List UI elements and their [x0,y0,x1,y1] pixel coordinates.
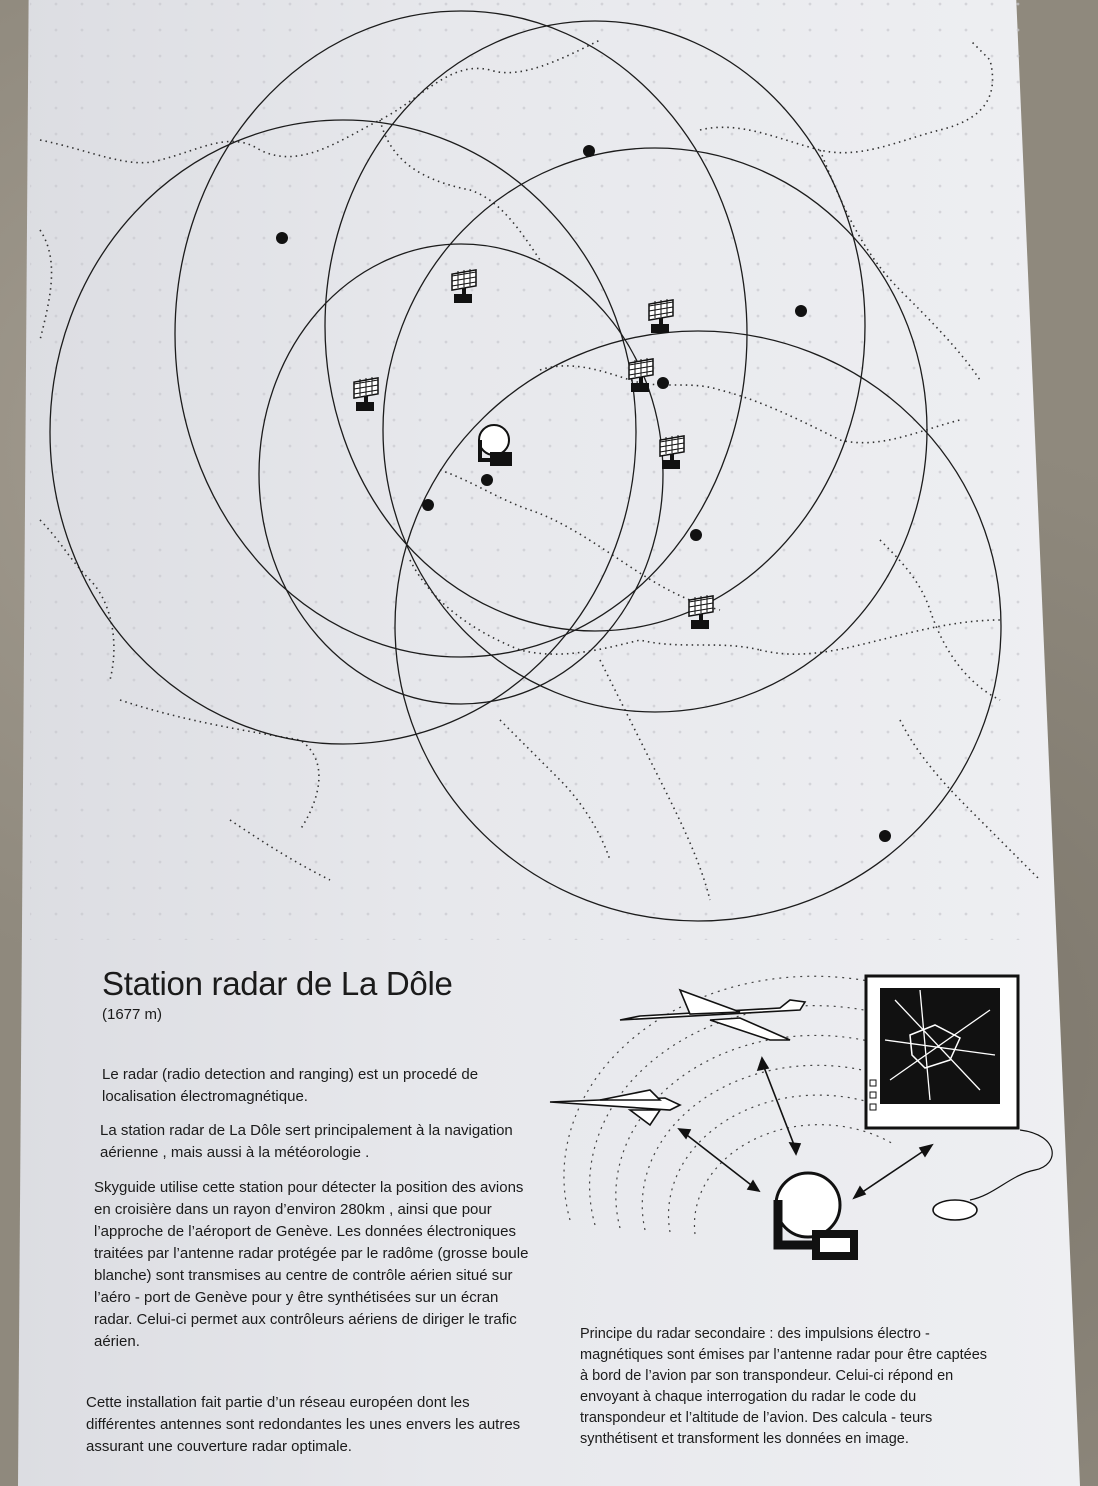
paragraph-radar-definition: Le radar (radio detection and ranging) est un procedé de localisation électromagnétique. [102,1066,479,1105]
paragraph-station-purpose: La station radar de La Dôle sert principalement à la navigation aérienne , mais aussi à la météorologie . [100,1122,513,1161]
paragraph-secondary-radar: Principe du radar secondaire : des impulsions électro - magnétiques sont émises par l’antenne radar pour être captées à bord de l’avion par son transpondeur. Celui-ci répond en envoyant à chaque interrogation du radar le code du transpondeur et l’altitude de l’avion. Des calcula - teurs synthétisent et transforment les données en image. [580,1326,988,1447]
station-dot-icon [879,830,891,842]
airliner-icon [620,990,805,1040]
page-title: Station radar de La Dôle [102,965,453,1002]
radome-icon [479,425,512,466]
paragraph-skyguide: Skyguide utilise cette station pour détecter la position des avions en croisière dans un rayon d’environ 280km , ainsi que pour l’approche de l’aéroport de Genève. Les données électroniques traitées par l’antenne radar protégée par le radôme (grosse boule blanche) sont transmises au centre de contrôle aérien situé sur l’aéro - port de Genève pour y être synthétisées sur un écran radar. Celui-ci permet aux contrôleurs aériens de diriger le trafic aérien. [94,1179,529,1350]
station-dot-icon [276,232,288,244]
fighter-jet-icon [550,1090,680,1125]
station-dot-icon [422,499,434,511]
radome-antenna-icon [776,1173,858,1260]
paragraph-european-network: Cette installation fait partie d’un réseau européen dont les différentes antennes sont redondantes les unes envers les autres assurant une couverture radar optimale. [86,1394,521,1455]
radar-screen-icon [866,976,1018,1128]
station-dot-icon [657,377,669,389]
station-dot-icon [795,305,807,317]
station-dot-icon [690,529,702,541]
station-dot-icon [481,474,493,486]
altitude-label: (1677 m) [102,1006,163,1023]
secondary-radar-illustration [540,960,1080,1270]
station-dot-icon [583,145,595,157]
mouse-cable [970,1130,1052,1200]
computer-mouse-icon [933,1200,977,1220]
